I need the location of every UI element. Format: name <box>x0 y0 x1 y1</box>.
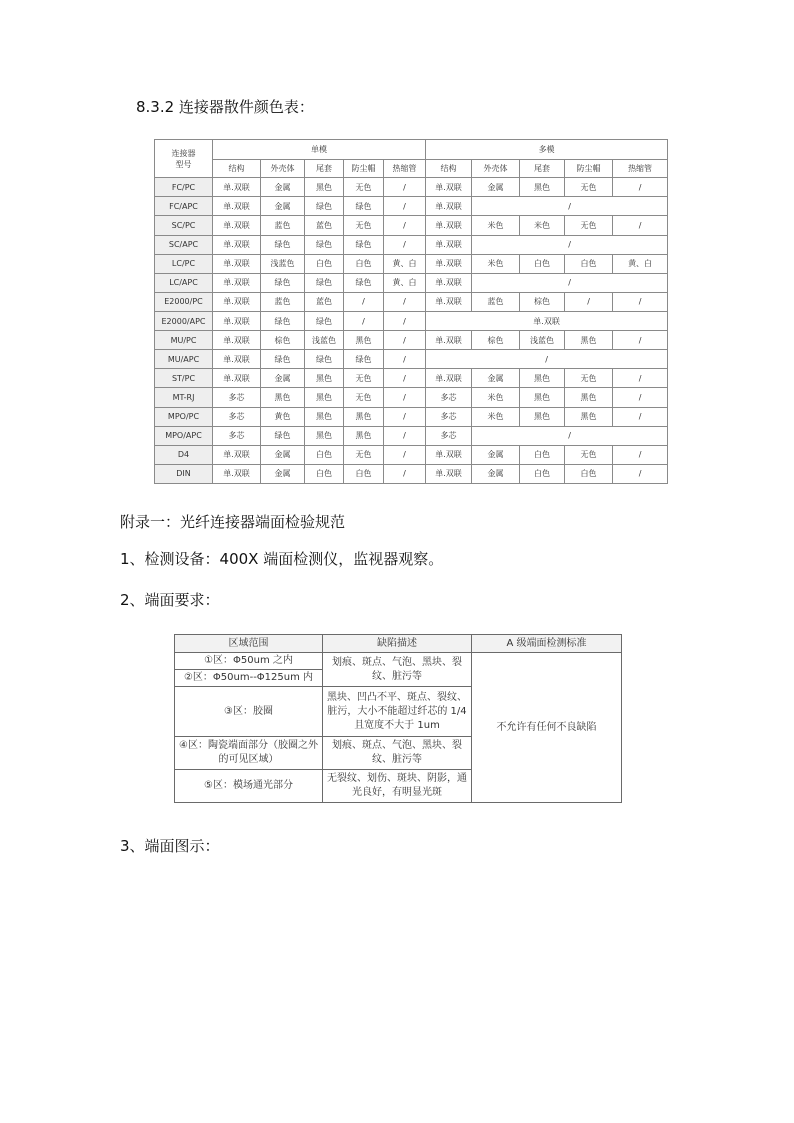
table-cell: 无色 <box>344 388 384 407</box>
table-cell: 绿色 <box>261 235 305 254</box>
table-row <box>155 197 668 216</box>
zone-2: ②区：Φ50um--Φ125um 内 <box>175 670 323 687</box>
model-cell: LC/PC <box>155 254 213 273</box>
table-cell: 绿色 <box>261 350 305 369</box>
model-cell: DIN <box>155 464 213 483</box>
model-cell: D4 <box>155 445 213 464</box>
table-cell: 绿色 <box>305 273 344 292</box>
table-row <box>155 369 668 388</box>
table-cell: / <box>472 235 668 254</box>
item-2-requirements: 2、端面要求： <box>120 591 220 609</box>
table-cell: / <box>613 216 668 235</box>
table-cell: 黑色 <box>520 178 565 197</box>
table-cell: 多芯 <box>213 407 261 426</box>
table-cell: 黑色 <box>305 178 344 197</box>
table-cell: 多芯 <box>426 388 472 407</box>
table-cell: 米色 <box>472 388 520 407</box>
model-cell: SC/PC <box>155 216 213 235</box>
table-cell: 无色 <box>565 445 613 464</box>
table-cell: 金属 <box>472 445 520 464</box>
table-cell: 单.双联 <box>426 311 668 330</box>
table-row <box>155 235 668 254</box>
table-cell: / <box>613 464 668 483</box>
table-cell: 白色 <box>344 254 384 273</box>
model-cell: FC/PC <box>155 178 213 197</box>
column-header: 外壳体 <box>472 160 520 178</box>
group-header-singlemode: 单模 <box>213 140 426 160</box>
appendix-title: 附录一：光纤连接器端面检验规范 <box>120 513 346 531</box>
header-defect: 缺陷描述 <box>323 635 472 653</box>
table-row <box>155 216 668 235</box>
column-header: 防尘帽 <box>344 160 384 178</box>
table-row <box>155 445 668 464</box>
table-cell: 浅蓝色 <box>261 254 305 273</box>
table-cell: 多芯 <box>426 407 472 426</box>
table-cell: 单.双联 <box>213 197 261 216</box>
table-cell: 黄、白 <box>613 254 668 273</box>
table-cell: 单.双联 <box>426 292 472 311</box>
table-cell: / <box>472 273 668 292</box>
table-cell: 单.双联 <box>213 369 261 388</box>
table-row <box>155 331 668 350</box>
table-cell: / <box>384 292 426 311</box>
table-cell: 无色 <box>565 178 613 197</box>
table-cell: 无色 <box>565 369 613 388</box>
table-cell: 黄色 <box>261 407 305 426</box>
header-standard: A 级端面检测标准 <box>472 635 622 653</box>
table-cell: 白色 <box>344 464 384 483</box>
zone-4: ④区：陶瓷端面部分（胶圈之外的可见区域） <box>175 737 323 770</box>
table-cell: 单.双联 <box>426 178 472 197</box>
table-cell: 金属 <box>472 464 520 483</box>
table-cell: 绿色 <box>344 273 384 292</box>
zone-1: ①区：Φ50um 之内 <box>175 653 323 670</box>
table-cell: 绿色 <box>305 235 344 254</box>
table-cell: 单.双联 <box>213 216 261 235</box>
header-zone: 区域范围 <box>175 635 323 653</box>
table-cell: 白色 <box>520 445 565 464</box>
model-cell: LC/APC <box>155 273 213 292</box>
table-cell: 多芯 <box>213 426 261 445</box>
table-cell: 白色 <box>565 254 613 273</box>
table-cell: 绿色 <box>261 426 305 445</box>
table-cell: 黑色 <box>565 331 613 350</box>
table-cell: 多芯 <box>426 426 472 445</box>
defect-zone-3: 黑块、凹凸不平、斑点、裂纹、脏污，大小不能超过纤芯的 1/4 且宽度不大于 1um <box>323 687 472 737</box>
table-row <box>155 407 668 426</box>
table-row <box>155 350 668 369</box>
table-cell: 单.双联 <box>426 369 472 388</box>
table-cell: / <box>384 369 426 388</box>
table-cell: / <box>384 464 426 483</box>
connector-color-table <box>154 139 668 484</box>
table-cell: 米色 <box>520 216 565 235</box>
item-1-equipment: 1、检测设备：400X 端面检测仪，监视器观察。 <box>120 550 444 568</box>
defect-zone-1-2: 划痕、斑点、气泡、黑块、裂纹、脏污等 <box>323 653 472 687</box>
table-cell: 蓝色 <box>261 216 305 235</box>
table-cell: 单.双联 <box>426 273 472 292</box>
table-cell: 单.双联 <box>213 331 261 350</box>
model-cell: E2000/PC <box>155 292 213 311</box>
table-cell: 白色 <box>305 464 344 483</box>
table-cell: / <box>384 235 426 254</box>
table-cell: 白色 <box>305 445 344 464</box>
table-cell: 白色 <box>305 254 344 273</box>
table-cell: / <box>384 350 426 369</box>
table-cell: 单.双联 <box>213 292 261 311</box>
table-cell: 黑色 <box>344 331 384 350</box>
table-row <box>155 311 668 330</box>
table-cell: 米色 <box>472 407 520 426</box>
column-header: 尾套 <box>520 160 565 178</box>
table-cell: / <box>384 216 426 235</box>
table-cell: 单.双联 <box>213 464 261 483</box>
zone-5: ⑤区：模场通光部分 <box>175 770 323 803</box>
table-cell: 黑色 <box>520 407 565 426</box>
endface-inspection-table <box>174 634 622 803</box>
table-cell: 单.双联 <box>426 197 472 216</box>
table-cell: 绿色 <box>305 311 344 330</box>
table-cell: 黄、白 <box>384 254 426 273</box>
table-cell: 单.双联 <box>213 273 261 292</box>
table-cell: / <box>613 292 668 311</box>
zone-3: ③区：胶圈 <box>175 687 323 737</box>
table-cell: 单.双联 <box>213 350 261 369</box>
table-cell: 绿色 <box>261 311 305 330</box>
table-cell: 棕色 <box>520 292 565 311</box>
table-cell: 白色 <box>565 464 613 483</box>
table-cell: 金属 <box>261 197 305 216</box>
table-cell: 浅蓝色 <box>305 331 344 350</box>
model-cell: MU/PC <box>155 331 213 350</box>
column-header: 尾套 <box>305 160 344 178</box>
column-header: 热缩管 <box>613 160 668 178</box>
section-title: 8.3.2 连接器散件颜色表： <box>136 98 314 116</box>
table-row <box>155 426 668 445</box>
table-cell: / <box>613 178 668 197</box>
table-cell: 单.双联 <box>426 445 472 464</box>
table-cell: / <box>472 197 668 216</box>
defect-zone-5: 无裂纹、划伤、斑块、阴影，通光良好，有明显光斑 <box>323 770 472 803</box>
defect-zone-4: 划痕、斑点、气泡、黑块、裂纹、脏污等 <box>323 737 472 770</box>
table-cell: 浅蓝色 <box>520 331 565 350</box>
model-cell: MPO/APC <box>155 426 213 445</box>
table-cell: / <box>613 369 668 388</box>
table-cell: 无色 <box>565 216 613 235</box>
table-cell: 黑色 <box>305 426 344 445</box>
table-cell: 黑色 <box>565 407 613 426</box>
table-row <box>155 464 668 483</box>
table-cell: / <box>472 426 668 445</box>
table-cell: / <box>426 350 668 369</box>
item-3-diagram: 3、端面图示： <box>120 837 220 855</box>
table-cell: 单.双联 <box>213 445 261 464</box>
table-cell: / <box>384 426 426 445</box>
table-cell: 蓝色 <box>305 216 344 235</box>
table-cell: / <box>384 311 426 330</box>
model-cell: E2000/APC <box>155 311 213 330</box>
table-cell: 金属 <box>261 445 305 464</box>
table-cell: / <box>613 407 668 426</box>
model-cell: SC/APC <box>155 235 213 254</box>
table-cell: 金属 <box>472 178 520 197</box>
table-cell: 黑色 <box>305 388 344 407</box>
table-cell: 黑色 <box>305 369 344 388</box>
table-cell: 棕色 <box>261 331 305 350</box>
a-grade-standard: 不允许有任何不良缺陷 <box>472 653 622 803</box>
table-cell: 金属 <box>261 178 305 197</box>
table-cell: 无色 <box>344 369 384 388</box>
corner-line-2: 型号 <box>175 159 192 169</box>
model-cell: MT-RJ <box>155 388 213 407</box>
corner-line-1: 连接器 <box>171 148 196 158</box>
corner-header <box>155 140 213 178</box>
model-cell: ST/PC <box>155 369 213 388</box>
table-cell: 多芯 <box>213 388 261 407</box>
table-cell: 无色 <box>344 178 384 197</box>
table-cell: 无色 <box>344 445 384 464</box>
table-cell: / <box>344 311 384 330</box>
table-cell: 绿色 <box>261 273 305 292</box>
table-cell: 蓝色 <box>261 292 305 311</box>
table-cell: / <box>613 331 668 350</box>
table-cell: 黑色 <box>261 388 305 407</box>
model-cell: MPO/PC <box>155 407 213 426</box>
table-cell: 单.双联 <box>426 216 472 235</box>
table-cell: 绿色 <box>344 350 384 369</box>
table-cell: 单.双联 <box>426 235 472 254</box>
table-cell: 白色 <box>520 254 565 273</box>
table-row <box>155 273 668 292</box>
table-cell: 黑色 <box>520 369 565 388</box>
table-cell: 黑色 <box>305 407 344 426</box>
table-cell: 单.双联 <box>213 178 261 197</box>
table-cell: 绿色 <box>344 235 384 254</box>
table-cell: 棕色 <box>472 331 520 350</box>
table-cell: 蓝色 <box>305 292 344 311</box>
table-cell: / <box>384 178 426 197</box>
table-cell: 黑色 <box>344 426 384 445</box>
table-cell: 单.双联 <box>426 331 472 350</box>
table-cell: / <box>384 197 426 216</box>
table-cell: 绿色 <box>305 197 344 216</box>
table-cell: 金属 <box>261 464 305 483</box>
column-header: 外壳体 <box>261 160 305 178</box>
column-header: 热缩管 <box>384 160 426 178</box>
table-cell: 黑色 <box>520 388 565 407</box>
table-cell: / <box>384 331 426 350</box>
table-cell: 无色 <box>344 216 384 235</box>
column-header: 结构 <box>213 160 261 178</box>
table-cell: / <box>344 292 384 311</box>
table-cell: 黑色 <box>565 388 613 407</box>
table-cell: 金属 <box>261 369 305 388</box>
model-cell: MU/APC <box>155 350 213 369</box>
table-row <box>155 254 668 273</box>
table-row <box>155 292 668 311</box>
table-cell: 金属 <box>472 369 520 388</box>
table-row <box>155 388 668 407</box>
table-cell: / <box>384 388 426 407</box>
table-cell: 蓝色 <box>472 292 520 311</box>
column-header: 结构 <box>426 160 472 178</box>
table-cell: 单.双联 <box>426 254 472 273</box>
table-cell: 黄、白 <box>384 273 426 292</box>
table-cell: / <box>384 445 426 464</box>
table-cell: 绿色 <box>344 197 384 216</box>
table-cell: 单.双联 <box>426 464 472 483</box>
table-row <box>155 178 668 197</box>
table-cell: 米色 <box>472 216 520 235</box>
table-cell: 单.双联 <box>213 254 261 273</box>
column-header: 防尘帽 <box>565 160 613 178</box>
table-cell: 米色 <box>472 254 520 273</box>
table-cell: 绿色 <box>305 350 344 369</box>
model-cell: FC/APC <box>155 197 213 216</box>
table-cell: / <box>384 407 426 426</box>
group-header-multimode: 多模 <box>426 140 668 160</box>
table-cell: 单.双联 <box>213 235 261 254</box>
table-cell: 单.双联 <box>213 311 261 330</box>
table-cell: / <box>565 292 613 311</box>
table-cell: 黑色 <box>344 407 384 426</box>
table-cell: / <box>613 445 668 464</box>
table-cell: / <box>613 388 668 407</box>
table-cell: 白色 <box>520 464 565 483</box>
